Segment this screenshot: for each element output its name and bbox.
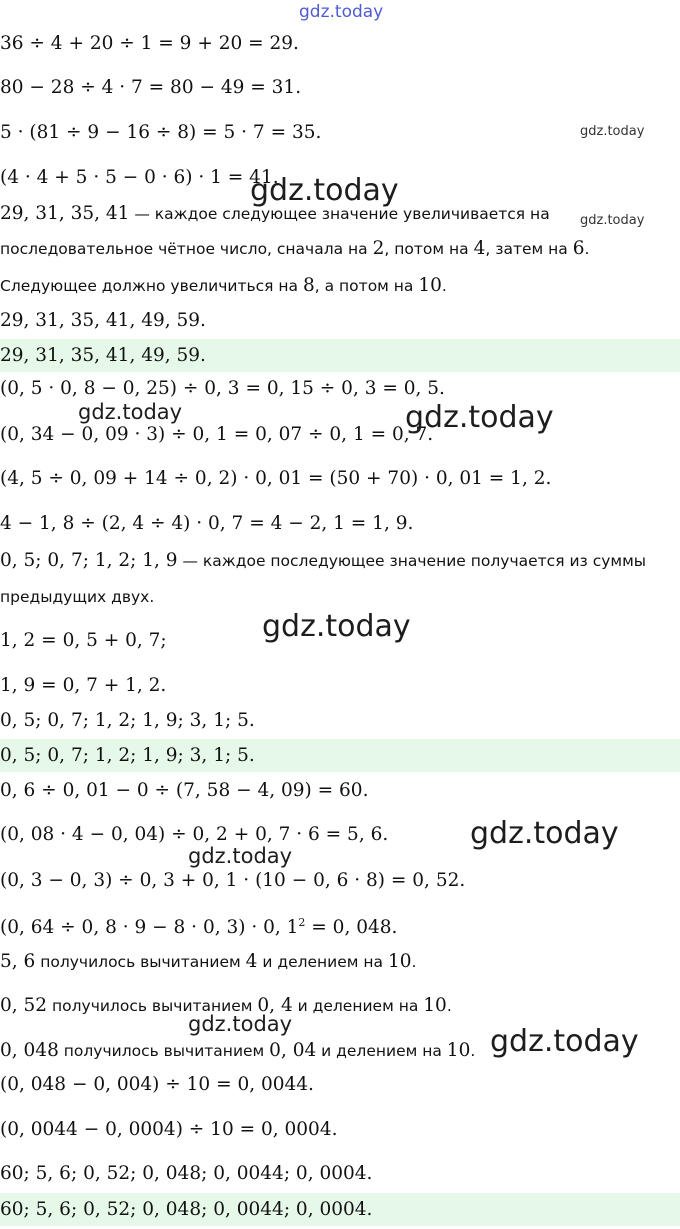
explanation-line: последовательное чётное число, сначала на 2, потом на 4, затем на 6. bbox=[0, 238, 590, 259]
watermark-top: gdz.today bbox=[299, 2, 384, 22]
watermark: gdz.today bbox=[188, 844, 293, 868]
equation-line: 60; 5, 6; 0, 52; 0, 048; 0, 0044; 0, 0004. bbox=[0, 1163, 373, 1184]
explanation-text: — каждое следующее значение увеличивается на bbox=[129, 205, 550, 223]
watermark: gdz.today bbox=[580, 213, 645, 228]
sequence-values: 29, 31, 35, 41 bbox=[0, 203, 130, 224]
equation-line: (0, 0044 − 0, 0004) ÷ 10 = 0, 0004. bbox=[0, 1119, 338, 1140]
explanation-line: 0, 048 получилось вычитанием 0, 04 и делением на 10. bbox=[0, 1040, 476, 1061]
equation-line: (0, 34 − 0, 09 · 3) ÷ 0, 1 = 0, 07 ÷ 0, 1 = 0, 7. bbox=[0, 424, 434, 445]
equation-line: (0, 08 · 4 − 0, 04) ÷ 0, 2 + 0, 7 · 6 = 5, 6. bbox=[0, 824, 389, 845]
explanation-line bbox=[0, 205, 550, 224]
answer-line: 60; 5, 6; 0, 52; 0, 048; 0, 0044; 0, 0004. bbox=[0, 1199, 373, 1220]
answer-line: 29, 31, 35, 41, 49, 59. bbox=[0, 345, 206, 366]
equation-line: 0, 5; 0, 7; 1, 2; 1, 9; 3, 1; 5. bbox=[0, 710, 255, 731]
equation-line: (0, 048 − 0, 004) ÷ 10 = 0, 0044. bbox=[0, 1074, 314, 1095]
watermark: gdz.today bbox=[405, 400, 554, 435]
watermark: gdz.today bbox=[188, 1012, 293, 1036]
equation-line: 4 − 1, 8 ÷ (2, 4 ÷ 4) · 0, 7 = 4 − 2, 1 = 1, 9. bbox=[0, 513, 414, 534]
explanation-line: Следующее должно увеличиться на 8, а потом на 10. bbox=[0, 275, 447, 296]
equation-line: (4, 5 ÷ 0, 09 + 14 ÷ 0, 2) · 0, 01 = (50 + 70) · 0, 01 = 1, 2. bbox=[0, 468, 552, 489]
watermark: gdz.today bbox=[490, 1024, 639, 1059]
equation-line: (0, 5 · 0, 8 − 0, 25) ÷ 0, 3 = 0, 15 ÷ 0, 3 = 0, 5. bbox=[0, 378, 445, 399]
equation-line: (0, 64 ÷ 0, 8 · 9 − 8 · 0, 3) · 0, $1^2 = 0$, 048. bbox=[0, 916, 398, 938]
answer-band bbox=[0, 1193, 680, 1226]
explanation-line: 0, 52 получилось вычитанием 0, 4 и делением на 10. bbox=[0, 995, 452, 1016]
explanation-line: 5, 6 получилось вычитанием 4 и делением на 10. bbox=[0, 951, 417, 972]
watermark: gdz.today bbox=[250, 173, 399, 208]
equation-line: 36 ÷ 4 + 20 ÷ 1 = 9 + 20 = 29. bbox=[0, 33, 299, 54]
sequence-values: 0, 5; 0, 7; 1, 2; 1, 9 bbox=[0, 550, 178, 571]
equation-line: 80 − 28 ÷ 4 · 7 = 80 − 49 = 31. bbox=[0, 77, 302, 98]
watermark: gdz.today bbox=[470, 816, 619, 851]
equation-line: 1, 2 = 0, 5 + 0, 7; bbox=[0, 630, 167, 651]
answer-line: 0, 5; 0, 7; 1, 2; 1, 9; 3, 1; 5. bbox=[0, 745, 255, 766]
equation-line: 29, 31, 35, 41, 49, 59. bbox=[0, 310, 206, 331]
answer-band bbox=[0, 739, 680, 772]
explanation-line bbox=[0, 552, 646, 571]
answer-band bbox=[0, 339, 680, 372]
equation-line: (0, 3 − 0, 3) ÷ 0, 3 + 0, 1 · (10 − 0, 6 · 8) = 0, 52. bbox=[0, 870, 466, 891]
equation-line: (4 · 4 + 5 · 5 − 0 · 6) · 1 = 41. bbox=[0, 167, 279, 188]
equation-line: 0, 6 ÷ 0, 01 − 0 ÷ (7, 58 − 4, 09) = 60. bbox=[0, 780, 369, 801]
equation-line: 5 · (81 ÷ 9 − 16 ÷ 8) = 5 · 7 = 35. bbox=[0, 122, 322, 143]
equation-line: 1, 9 = 0, 7 + 1, 2. bbox=[0, 675, 167, 696]
explanation-text: — каждое последующее значение получается из суммы bbox=[177, 552, 647, 570]
watermark: gdz.today bbox=[580, 124, 645, 139]
explanation-line: предыдущих двух. bbox=[0, 588, 155, 606]
watermark: gdz.today bbox=[78, 400, 183, 424]
watermark: gdz.today bbox=[262, 609, 411, 644]
